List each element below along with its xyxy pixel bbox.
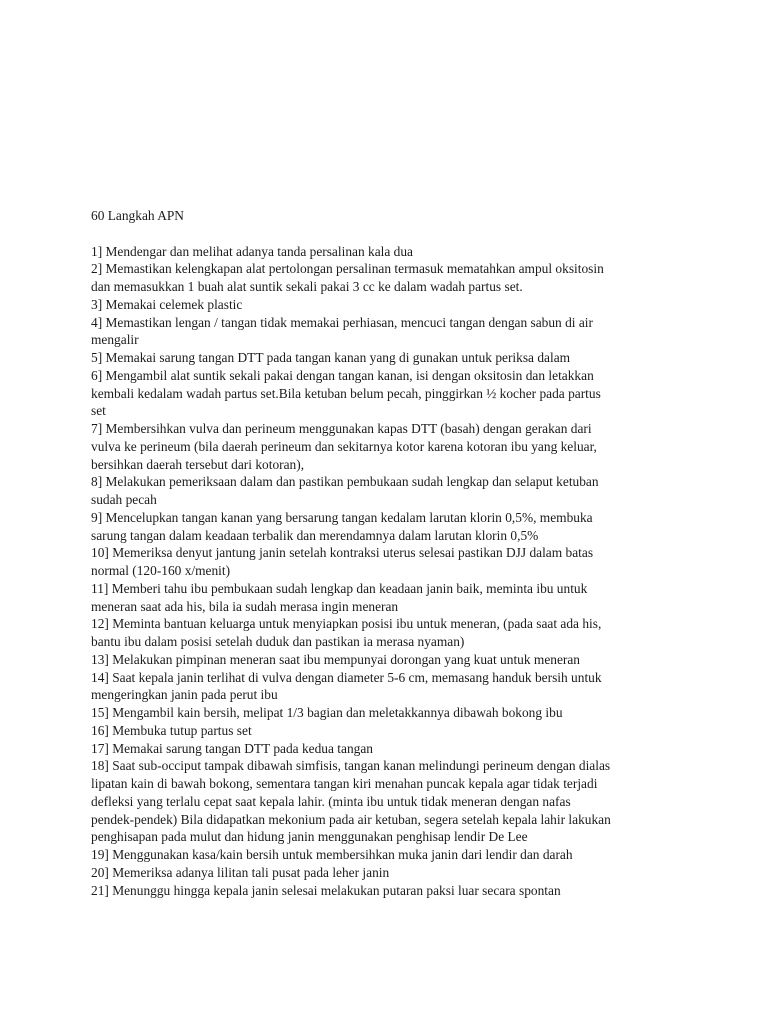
step-item: 17] Memakai sarung tangan DTT pada kedua tangan [91,740,373,756]
step-item: 14] Saat kepala janin terlihat di vulva dengan diameter 5-6 cm, memasang handuk bersih untuk mengeringkan janin pada perut ibu [91,669,602,703]
step-item: 7] Membersihkan vulva dan perineum menggunakan kapas DTT (basah) dengan gerakan dari vulva ke perineum (bila daerah perineum dan sekitarnya kotor karena kotoran ibu yang keluar, bersihkan daerah tersebut dari kotoran), [91,421,597,472]
step-item: 5] Memakai sarung tangan DTT pada tangan kanan yang di gunakan untuk periksa dalam [91,350,571,365]
step-item: 11] Memberi tahu ibu pembukaan sudah lengkap dan keadaan janin baik, meminta ibu untuk meneran saat ada his, bila ia sudah merasa ingin meneran [91,580,588,614]
step-item: 19] Menggunakan kasa/kain bersih untuk membersihkan muka janin dari lendir dan darah [91,847,573,862]
step-item: 12] Meminta bantuan keluarga untuk menyiapkan posisi ibu untuk meneran, (pada saat ada his, bantu ibu dalam posisi setelah duduk dan pastikan ia merasa nyaman) [91,616,602,649]
step-item: 13] Melakukan pimpinan meneran saat ibu mempunyai dorongan yang kuat untuk meneran [91,651,580,667]
step-item: 8] Melakukan pemeriksaan dalam dan pastikan pembukaan sudah lengkap dan selaput ketuban sudah pecah [91,474,599,507]
step-item: 3] Memakai celemek plastic [91,296,243,312]
step-item: 16] Membuka tutup partus set [91,722,252,738]
step-item: 15] Mengambil kain bersih, melipat 1/3 bagian dan meletakkannya dibawah bokong ibu [91,705,563,720]
step-item: 2] Memastikan kelengkapan alat pertolongan persalinan termasuk mematahkan ampul oksitosin dan memasukkan 1 buah alat suntik sekali pakai 3 cc ke dalam wadah partus set. [91,261,604,294]
document-body [91,207,651,899]
step-item: 1] Mendengar dan melihat adanya tanda persalinan kala dua [91,243,413,259]
step-item: 18] Saat sub-occiput tampak dibawah simfisis, tangan kanan melindungi perineum dengan dialas lipatan kain di bawah bokong, sementara tangan kiri menahan puncak kepala agar tidak terjadi defleksi yang terlalu cepat saat kepala lahir. (minta ibu untuk tidak meneran dengan nafas pendek-pendek) Bila didapatkan mekonium pada air ketuban, segera setelah kepala lahir lakukan penghisapan pada mulut dan hidung janin menggunakan penghisap lendir De Lee [91,758,611,845]
step-item: 21] Menunggu hingga kepala janin selesai melakukan putaran paksi luar secara spontan [91,882,561,898]
step-item: 6] Mengambil alat suntik sekali pakai dengan tangan kanan, isi dengan oksitosin dan letakkan kembali kedalam wadah partus set.Bila ketuban belum pecah, pinggirkan ½ kocher pada partus set [91,367,601,419]
document-title: 60 Langkah APN [91,208,184,223]
step-item: 4] Memastikan lengan / tangan tidak memakai perhiasan, mencuci tangan dengan sabun di air mengalir [91,314,593,348]
step-item: 10] Memeriksa denyut jantung janin setelah kontraksi uterus selesai pastikan DJJ dalam batas normal (120-160 x/menit) [91,545,594,578]
step-item: 20] Memeriksa adanya lilitan tali pusat pada leher janin [91,864,390,880]
step-item: 9] Mencelupkan tangan kanan yang bersarung tangan kedalam larutan klorin 0,5%, membuka sarung tangan dalam keadaan terbalik dan merendamnya dalam larutan klorin 0,5% [91,509,593,543]
step-list [91,243,651,900]
